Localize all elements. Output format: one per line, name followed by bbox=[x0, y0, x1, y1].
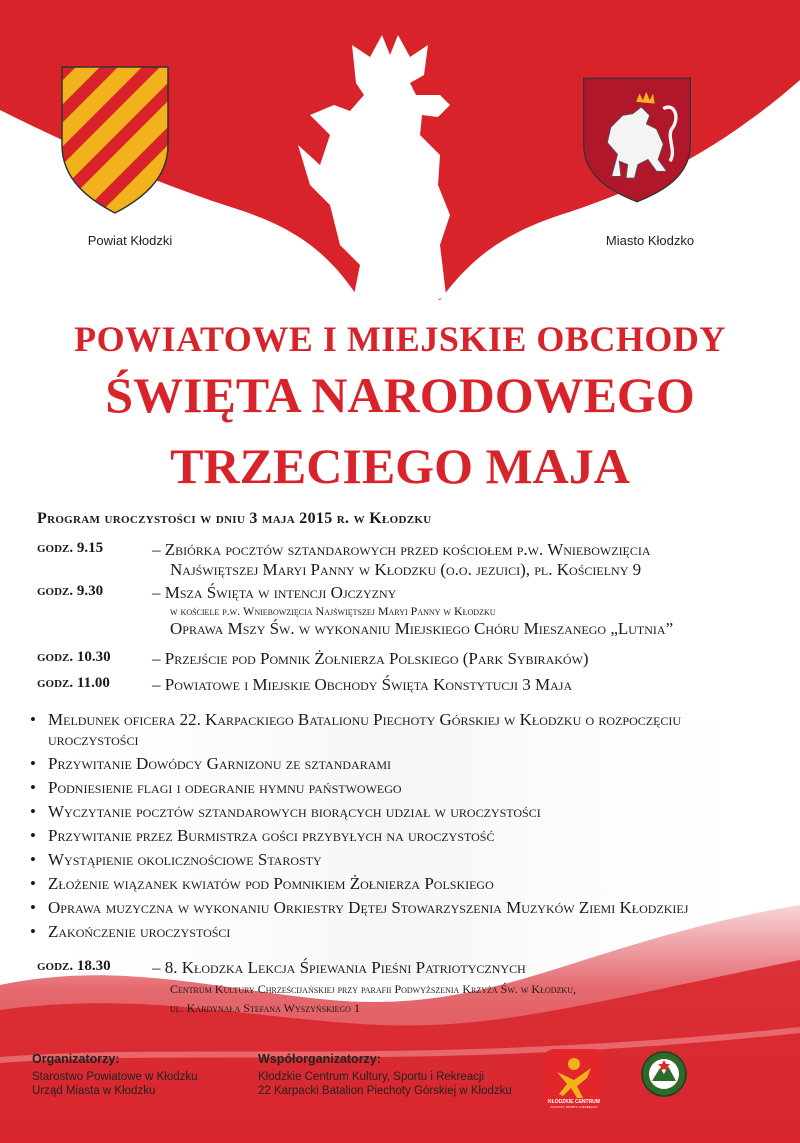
program-time: godz. 10.30 bbox=[37, 649, 111, 665]
right-crest-label: Miasto Kłodzko bbox=[605, 233, 695, 248]
kcksir-logo-text: KŁODZKIE CENTRUM bbox=[548, 1099, 600, 1105]
list-item bbox=[30, 898, 775, 918]
list-item-text: Wyczytanie pocztów sztandarowych biorących udział w uroczystości bbox=[48, 802, 541, 821]
bullet-icon: • bbox=[30, 898, 36, 917]
program-note: ul. Kardynała Stefana Wyszyńskiego 1 bbox=[170, 1001, 360, 1015]
eagle-icon bbox=[290, 25, 490, 315]
left-crest-label: Powiat Kłodzki bbox=[87, 233, 173, 248]
program-time: godz. 9.30 bbox=[37, 583, 104, 599]
list-item-text: Przywitanie Dowódcy Garnizonu ze sztandarami bbox=[48, 754, 392, 773]
list-item-text: Zakończenie uroczystości bbox=[48, 922, 231, 941]
coorganizer-name: Kłodzkie Centrum Kultury, Sportu i Rekreacji bbox=[258, 1071, 485, 1083]
program-line: Oprawa Mszy Św. w wykonaniu Miejskiego Chóru Mieszanego „Lutnia” bbox=[170, 619, 674, 638]
battalion-logo-icon bbox=[640, 1050, 688, 1098]
coorganizers-heading: Współorganizatorzy: bbox=[258, 1052, 381, 1066]
bullet-icon: • bbox=[30, 850, 36, 869]
organizers-block bbox=[32, 1052, 242, 1098]
list-item-text: Złożenie wiązanek kwiatów pod Pomnikiem Żołnierza Polskiego bbox=[48, 874, 494, 893]
bullet-icon: • bbox=[30, 802, 36, 821]
list-item bbox=[30, 754, 775, 774]
program-time: godz. 11.00 bbox=[37, 675, 110, 691]
program-description bbox=[152, 675, 782, 695]
bullet-icon: • bbox=[30, 874, 36, 893]
bullet-icon: • bbox=[30, 710, 36, 729]
bullet-icon: • bbox=[30, 754, 36, 773]
program-time: godz. 18.30 bbox=[37, 958, 111, 974]
program-line: – Msza Święta w intencji Ojczyzny bbox=[152, 583, 397, 602]
list-item bbox=[30, 922, 775, 942]
program-item bbox=[37, 649, 777, 671]
list-item bbox=[30, 850, 775, 870]
kcksir-logo-subtext: KULTURY, SPORTU I REKREACJI bbox=[550, 1105, 598, 1109]
lion-crest-icon bbox=[582, 65, 692, 215]
title-line-1: POWIATOWE I MIEJSKIE OBCHODY bbox=[74, 319, 726, 359]
program-description bbox=[152, 958, 782, 1016]
organizers-heading: Organizatorzy: bbox=[32, 1052, 120, 1066]
organizer-name: Urząd Miasta w Kłodzku bbox=[32, 1085, 156, 1097]
title-line-3: TRZECIEGO MAJA bbox=[170, 438, 630, 494]
list-item bbox=[30, 802, 775, 822]
program-line: – 8. Kłodzka Lekcja Śpiewania Pieśni Patriotycznych bbox=[152, 958, 526, 977]
list-item-text: Przywitanie przez Burmistrza gości przybyłych na uroczystość bbox=[48, 826, 495, 845]
list-item bbox=[30, 826, 775, 846]
program-description bbox=[152, 540, 782, 580]
program-line: – Zbiórka pocztów sztandarowych przed kościołem p.w. Wniebowzięcia bbox=[152, 540, 651, 559]
list-item-text: Meldunek oficera 22. Karpackiego Batalionu Piechoty Górskiej w Kłodzku o rozpoczęciu uroczystości bbox=[48, 710, 682, 749]
bullet-icon: • bbox=[30, 826, 36, 845]
program-time: godz. 9.15 bbox=[37, 540, 104, 556]
program-heading: Program uroczystości w dniu 3 maja 2015 r. w Kłodzku bbox=[37, 510, 432, 527]
left-crest-icon bbox=[60, 65, 170, 215]
kcksir-logo-icon bbox=[543, 1048, 605, 1110]
program-item bbox=[37, 540, 777, 580]
list-item-text: Podniesienie flagi i odegranie hymnu państwowego bbox=[48, 778, 402, 797]
coorganizers-block bbox=[258, 1052, 528, 1098]
coorganizer-name: 22 Karpacki Batalion Piechoty Górskiej w Kłodzku bbox=[258, 1085, 512, 1097]
bullet-icon: • bbox=[30, 922, 36, 941]
list-item bbox=[30, 710, 775, 750]
list-item bbox=[30, 874, 775, 894]
program-item bbox=[37, 583, 777, 643]
program-item bbox=[37, 675, 777, 697]
organizer-name: Starostwo Powiatowe w Kłodzku bbox=[32, 1071, 198, 1083]
list-item-text: Wystąpienie okolicznościowe Starosty bbox=[48, 850, 322, 869]
program-note: w kościele p.w. Wniebowzięcia Najświętszej Maryi Panny w Kłodzku bbox=[170, 604, 496, 618]
title-line-2: ŚWIĘTA NARODOWEGO bbox=[105, 367, 695, 423]
program-item bbox=[37, 958, 777, 1018]
program-line: – Powiatowe i Miejskie Obchody Święta Konstytucji 3 Maja bbox=[152, 675, 573, 694]
list-item bbox=[30, 778, 775, 798]
list-item-text: Oprawa muzyczna w wykonaniu Orkiestry Dętej Stowarzyszenia Muzyków Ziemi Kłodzkiej bbox=[48, 898, 689, 917]
program-line: Najświętszej Maryi Panny w Kłodzku (o.o. jezuici), pl. Kościelny 9 bbox=[170, 560, 642, 579]
program-description bbox=[152, 649, 782, 669]
program-note: Centrum Kultury Chrześcijańskiej przy parafii Podwyższenia Krzyża Św. w Kłodzku, bbox=[170, 982, 576, 996]
bullet-icon: • bbox=[30, 778, 36, 797]
ceremony-list bbox=[30, 710, 775, 946]
program-description bbox=[152, 583, 782, 639]
program-line: – Przejście pod Pomnik Żołnierza Polskiego (Park Sybiraków) bbox=[152, 649, 589, 668]
